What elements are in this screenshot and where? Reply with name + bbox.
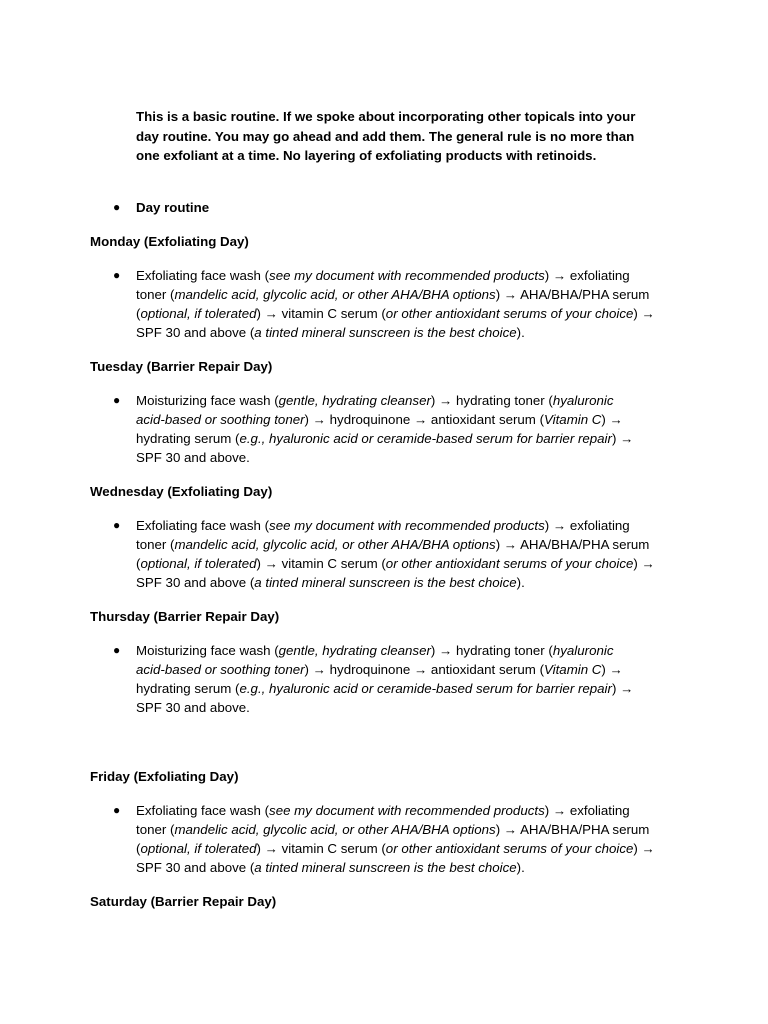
italic-note: Vitamin C xyxy=(544,412,602,427)
routine-line xyxy=(136,820,681,839)
step-text: Moisturizing face wash ( xyxy=(136,393,279,408)
step-text: ( xyxy=(136,306,141,321)
italic-note: see my document with recommended products xyxy=(269,518,545,533)
routine-line xyxy=(136,285,681,304)
routine-line xyxy=(136,535,681,554)
italic-note: or other antioxidant serums of your choice xyxy=(385,841,634,856)
italic-note: see my document with recommended products xyxy=(269,803,545,818)
routine-line xyxy=(136,304,681,323)
step-text: ) → exfoliating xyxy=(544,803,630,818)
step-text: ) → xyxy=(633,556,655,571)
step-text: ) → xyxy=(601,412,623,427)
day-heading-monday: Monday (Exfoliating Day) xyxy=(90,234,249,249)
step-text: ) → hydrating toner ( xyxy=(430,643,553,658)
italic-note: e.g., hyaluronic acid or ceramide-based serum for barrier repair xyxy=(239,431,612,446)
routine-line xyxy=(136,323,681,342)
step-text: hydrating serum ( xyxy=(136,431,240,446)
italic-note: a tinted mineral sunscreen is the best choice xyxy=(254,325,517,340)
step-text: SPF 30 and above ( xyxy=(136,575,255,590)
italic-note: gentle, hydrating cleanser xyxy=(278,643,431,658)
day-heading-friday: Friday (Exfoliating Day) xyxy=(90,769,239,784)
step-text: ) → AHA/BHA/PHA serum xyxy=(495,537,650,552)
step-text: ). xyxy=(516,325,525,340)
italic-note: a tinted mineral sunscreen is the best choice xyxy=(254,575,517,590)
step-text: ) → xyxy=(633,306,655,321)
bullet-icon: ● xyxy=(113,803,121,817)
step-text: SPF 30 and above ( xyxy=(136,325,255,340)
step-text: SPF 30 and above. xyxy=(136,700,250,715)
step-text: ( xyxy=(136,841,141,856)
step-text: ). xyxy=(516,575,525,590)
italic-note: mandelic acid, glycolic acid, or other AHA/BHA options xyxy=(174,822,496,837)
routine-line xyxy=(136,660,681,679)
italic-note: optional, if tolerated xyxy=(140,306,257,321)
step-text: ) → xyxy=(633,841,655,856)
italic-note: optional, if tolerated xyxy=(140,556,257,571)
routine-line xyxy=(136,679,681,698)
step-text: ) → vitamin C serum ( xyxy=(256,556,386,571)
routine-steps xyxy=(136,801,681,877)
step-text: Exfoliating face wash ( xyxy=(136,518,270,533)
bullet-icon: ● xyxy=(113,268,121,282)
intro-line: one exfoliant at a time. No layering of exfoliating products with retinoids. xyxy=(136,148,597,163)
italic-note: Vitamin C xyxy=(544,662,602,677)
routine-line xyxy=(136,554,681,573)
routine-line xyxy=(136,641,681,660)
step-text: ) → exfoliating xyxy=(544,268,630,283)
step-text: ) → hydroquinone → antioxidant serum ( xyxy=(304,412,545,427)
routine-line xyxy=(136,410,681,429)
italic-note: a tinted mineral sunscreen is the best choice xyxy=(254,860,517,875)
day-heading-thursday: Thursday (Barrier Repair Day) xyxy=(90,609,280,624)
day-heading-wednesday: Wednesday (Exfoliating Day) xyxy=(90,484,273,499)
step-text: Exfoliating face wash ( xyxy=(136,268,270,283)
routine-line xyxy=(136,839,681,858)
step-text: ) → exfoliating xyxy=(544,518,630,533)
italic-note: e.g., hyaluronic acid or ceramide-based serum for barrier repair xyxy=(239,681,612,696)
step-text: ) → AHA/BHA/PHA serum xyxy=(495,822,650,837)
routine-steps xyxy=(136,391,681,467)
italic-note: mandelic acid, glycolic acid, or other AHA/BHA options xyxy=(174,287,496,302)
italic-note: hyaluronic xyxy=(552,393,614,408)
step-text: SPF 30 and above ( xyxy=(136,860,255,875)
routine-steps xyxy=(136,641,681,717)
routine-line xyxy=(136,266,681,285)
routine-line xyxy=(136,698,681,717)
step-text: ) → xyxy=(611,431,634,446)
routine-line xyxy=(136,429,681,448)
step-text: hydrating serum ( xyxy=(136,681,240,696)
bullet-icon: ● xyxy=(113,393,121,407)
italic-note: acid-based or soothing toner xyxy=(136,412,305,427)
step-text: ) → vitamin C serum ( xyxy=(256,841,386,856)
routine-line xyxy=(136,573,681,592)
routine-line xyxy=(136,858,681,877)
routine-steps xyxy=(136,516,681,592)
step-text: toner ( xyxy=(136,537,175,552)
step-text: Moisturizing face wash ( xyxy=(136,643,279,658)
italic-note: optional, if tolerated xyxy=(140,841,257,856)
step-text: ) → hydrating toner ( xyxy=(430,393,553,408)
day-routine-label: Day routine xyxy=(136,200,210,215)
step-text: ) → hydroquinone → antioxidant serum ( xyxy=(304,662,545,677)
routine-line xyxy=(136,801,681,820)
step-text: ) → xyxy=(601,662,623,677)
step-text: ( xyxy=(136,556,141,571)
bullet-icon: ● xyxy=(113,518,121,532)
intro-line: This is a basic routine. If we spoke about incorporating other topicals into your xyxy=(136,109,636,124)
bullet-icon: ● xyxy=(113,643,121,657)
routine-line xyxy=(136,448,681,467)
step-text: ) → vitamin C serum ( xyxy=(256,306,386,321)
step-text: ) → AHA/BHA/PHA serum xyxy=(495,287,650,302)
italic-note: mandelic acid, glycolic acid, or other AHA/BHA options xyxy=(174,537,496,552)
step-text: SPF 30 and above. xyxy=(136,450,250,465)
intro-paragraph xyxy=(136,107,676,166)
routine-line xyxy=(136,516,681,535)
italic-note: gentle, hydrating cleanser xyxy=(278,393,431,408)
step-text: Exfoliating face wash ( xyxy=(136,803,270,818)
step-text: ) → xyxy=(611,681,634,696)
day-heading-saturday: Saturday (Barrier Repair Day) xyxy=(90,894,277,909)
routine-steps xyxy=(136,266,681,342)
italic-note: or other antioxidant serums of your choice xyxy=(385,556,634,571)
italic-note: or other antioxidant serums of your choice xyxy=(385,306,634,321)
italic-note: see my document with recommended products xyxy=(269,268,545,283)
bullet-icon: ● xyxy=(113,200,121,214)
italic-note: hyaluronic xyxy=(552,643,614,658)
routine-line xyxy=(136,391,681,410)
italic-note: acid-based or soothing toner xyxy=(136,662,305,677)
step-text: ). xyxy=(516,860,525,875)
step-text: toner ( xyxy=(136,287,175,302)
step-text: toner ( xyxy=(136,822,175,837)
intro-line: day routine. You may go ahead and add them. The general rule is no more than xyxy=(136,128,635,144)
day-heading-tuesday: Tuesday (Barrier Repair Day) xyxy=(90,359,273,374)
